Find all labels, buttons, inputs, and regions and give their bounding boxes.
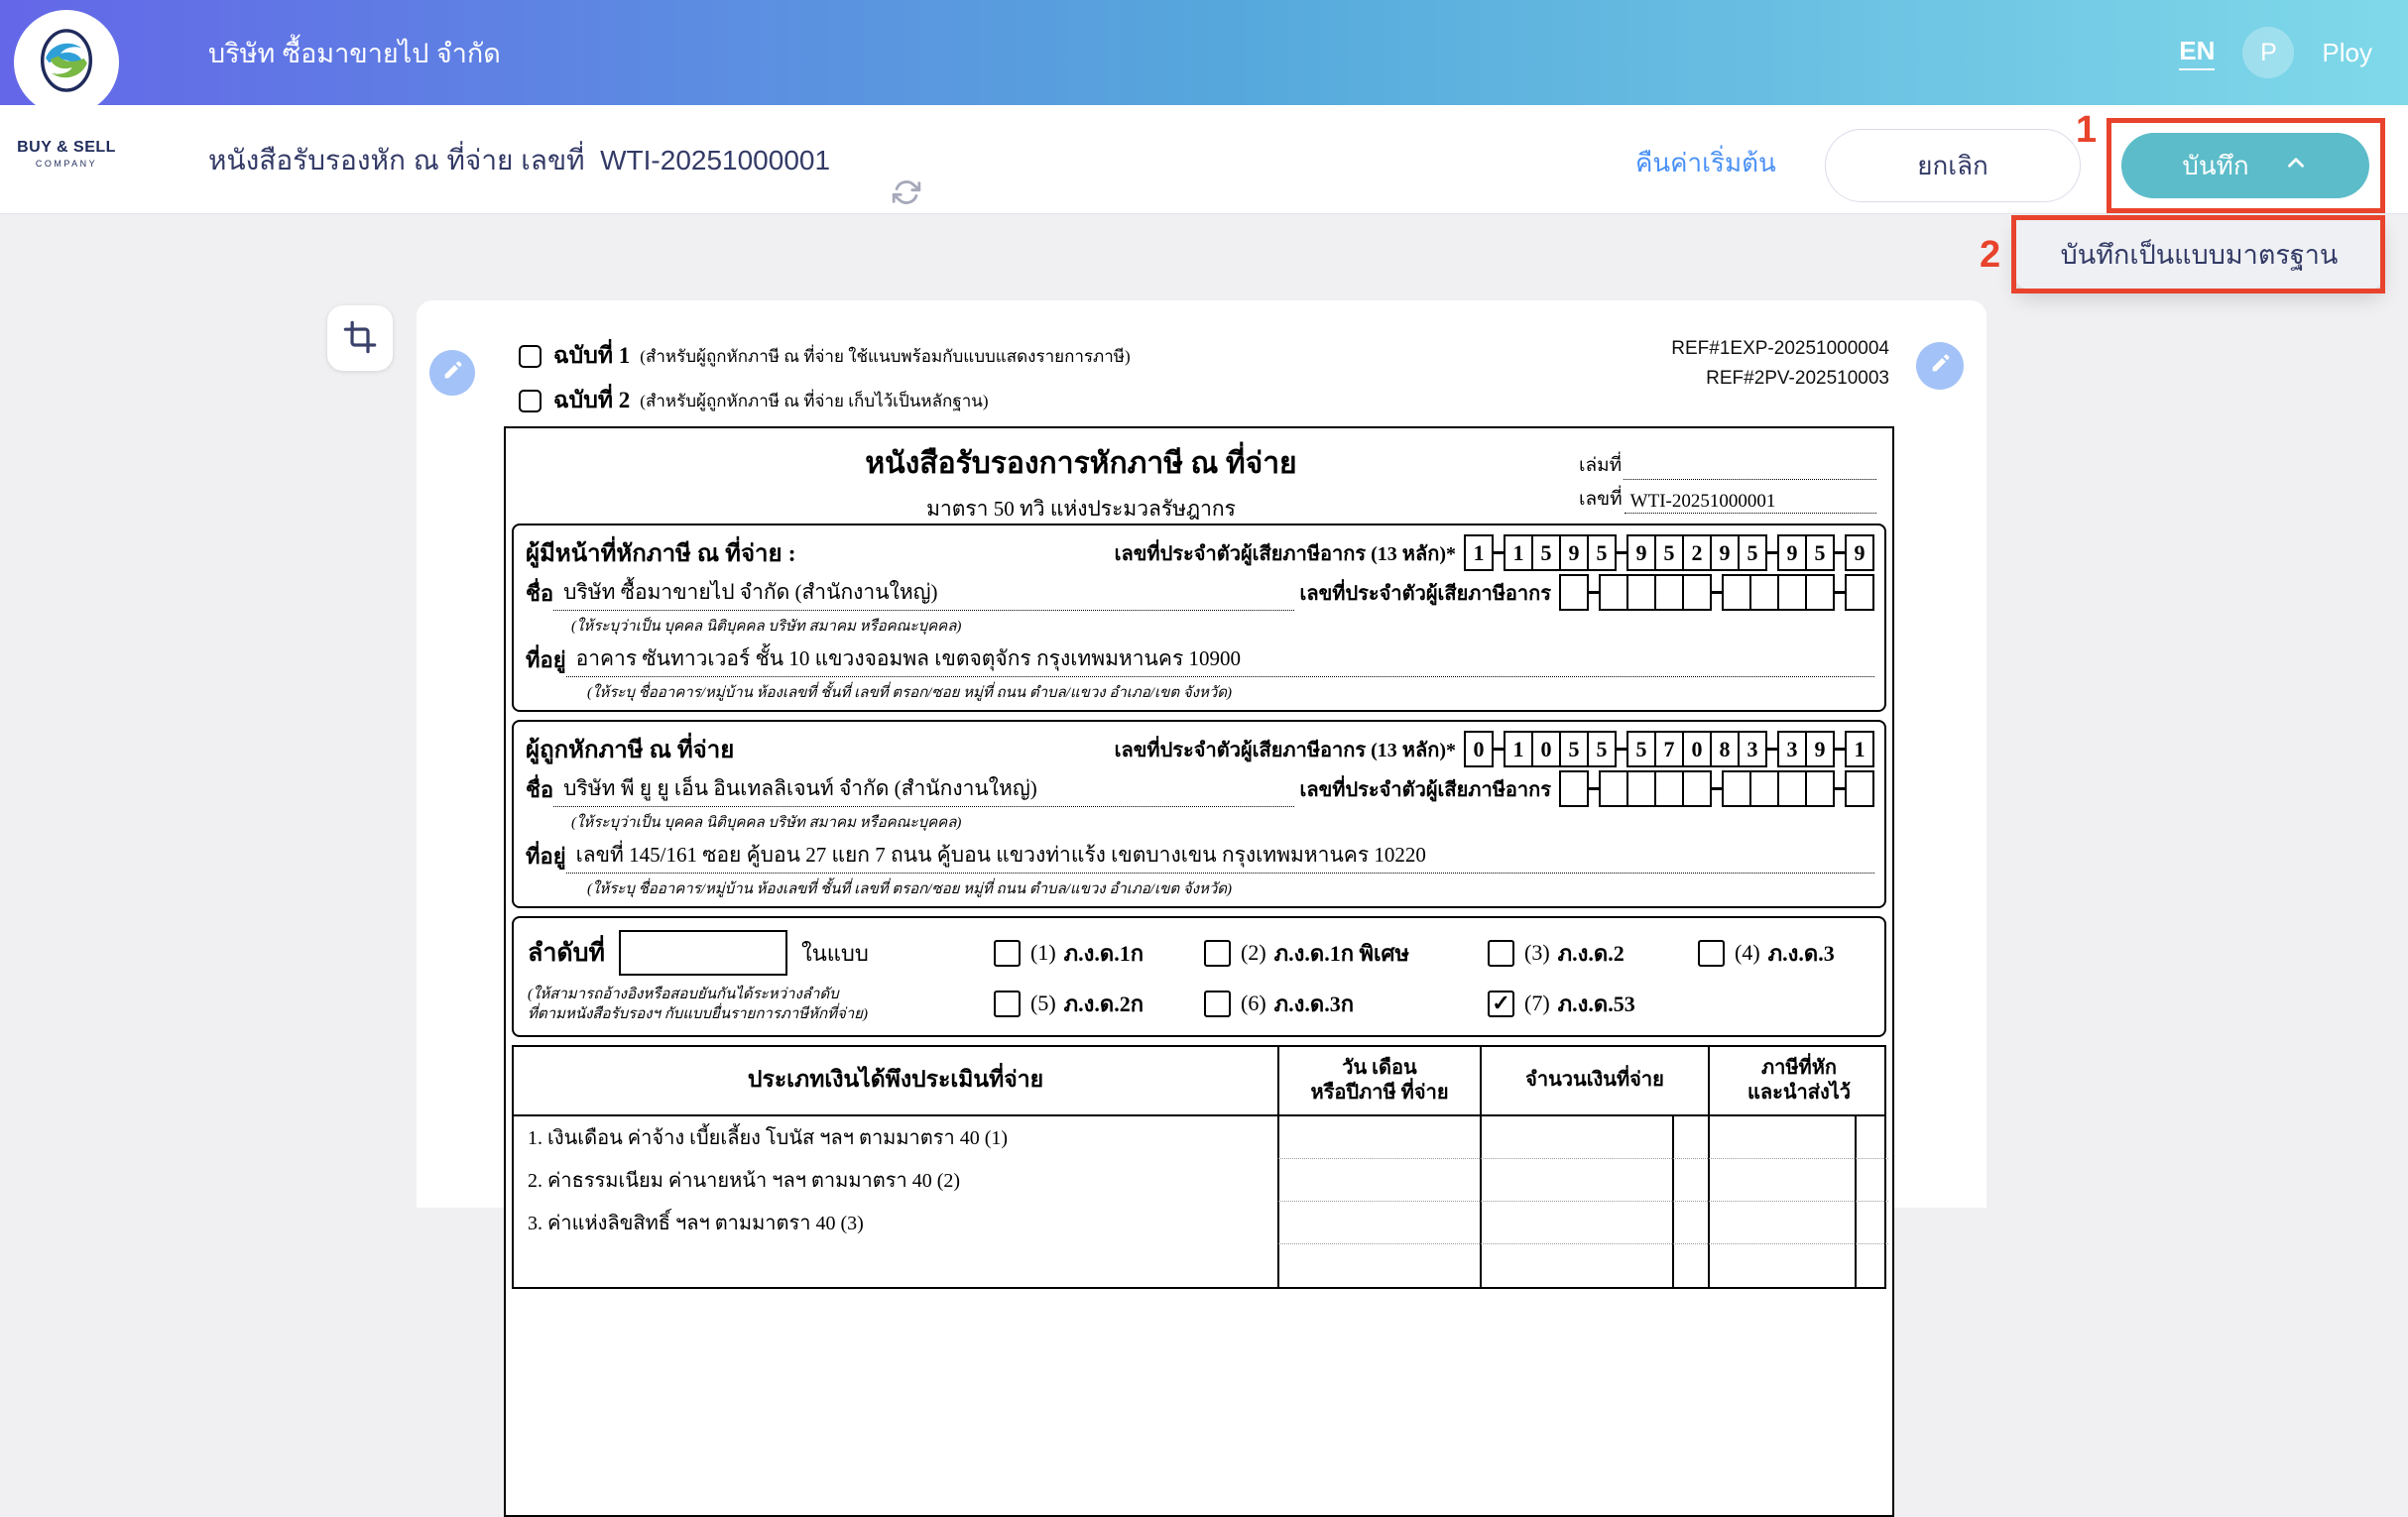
date-cell xyxy=(1277,1159,1480,1202)
page-title: หนังสือรับรองหัก ณ ที่จ่าย เลขที่ WTI-20251000001 xyxy=(208,139,874,182)
logo-hands-icon xyxy=(30,24,103,102)
chevron-up-icon xyxy=(2283,150,2309,182)
income-type-cell xyxy=(514,1244,1277,1287)
save-button[interactable] xyxy=(2121,133,2369,198)
document-preview-card xyxy=(417,300,1987,1234)
payer-tax-id-10: เลขที่ประจำตัวผู้เสียภาษีอากร xyxy=(1300,574,1874,611)
company-logo xyxy=(14,10,119,115)
payer-section-label: ผู้มีหน้าที่หักภาษี ณ ที่จ่าย : xyxy=(526,541,796,567)
tax-satang-cell xyxy=(1855,1202,1888,1244)
form-type-checkbox xyxy=(1204,940,1231,967)
table-row xyxy=(514,1202,1884,1244)
annotation-step2-label: 2 xyxy=(1980,234,2001,276)
payer-address-label: ที่อยู่ xyxy=(526,647,566,672)
form-type-checkbox xyxy=(994,940,1021,967)
amount-cell xyxy=(1480,1244,1672,1287)
payer-section xyxy=(512,524,1886,712)
sequence-number-box xyxy=(619,930,787,976)
wht-certificate-form xyxy=(504,426,1894,1517)
doc-no-row: เลขที่ WTI-20251000001 xyxy=(1579,480,1876,514)
payee-name-label: ชื่อ xyxy=(526,777,554,802)
amount-satang-cell xyxy=(1672,1116,1708,1159)
income-table xyxy=(512,1045,1886,1289)
refresh-icon[interactable] xyxy=(846,147,874,175)
tax-satang-cell xyxy=(1855,1116,1888,1159)
table-row xyxy=(514,1244,1884,1287)
col-tax: ภาษีที่หัก และนำส่งไว้ xyxy=(1708,1047,1888,1114)
cancel-button[interactable]: ยกเลิก xyxy=(1825,129,2081,202)
date-cell xyxy=(1277,1116,1480,1159)
user-avatar[interactable]: P xyxy=(2242,27,2294,78)
doc-no-value: WTI-20251000001 xyxy=(1625,492,1876,514)
form-type-option-4: (4) ภ.ง.ด.3 xyxy=(1698,936,1872,971)
form-title: หนังสือรับรองการหักภาษี ณ ที่จ่าย xyxy=(865,447,1297,480)
payer-name-value: บริษัท ซื้อมาขายไป จำกัด (สำนักงานใหญ่) xyxy=(553,576,1293,611)
amount-cell xyxy=(1480,1116,1672,1159)
tax-cell xyxy=(1708,1244,1855,1287)
col-date: วัน เดือน หรือปีภาษี ที่จ่าย xyxy=(1277,1047,1480,1114)
amount-cell xyxy=(1480,1202,1672,1244)
book-no-row: เล่มที่ xyxy=(1579,446,1876,480)
book-no-value xyxy=(1624,479,1876,480)
income-type-cell: 3. ค่าแห่งลิขสิทธิ์ ฯลฯ ตามมาตรา 40 (3) xyxy=(528,1213,864,1234)
payee-name-value: บริษัท พี ยู ยู เอ็น อินเทลลิเจนท์ จำกัด (สำนักงานใหญ่) xyxy=(553,772,1293,807)
date-cell xyxy=(1277,1202,1480,1244)
col-amount: จำนวนเงินที่จ่าย xyxy=(1480,1047,1708,1114)
amount-satang-cell xyxy=(1672,1202,1708,1244)
user-name[interactable]: Ploy xyxy=(2322,37,2372,67)
copy1-checkbox xyxy=(519,345,542,368)
copy2-checkbox xyxy=(519,390,542,412)
col-income-type: ประเภทเงินได้พึงประเมินที่จ่าย xyxy=(747,1067,1044,1093)
payee-section xyxy=(512,720,1886,908)
table-row xyxy=(514,1159,1884,1202)
edit-refs-button[interactable] xyxy=(1916,342,1964,390)
header-right-group xyxy=(2179,0,2372,105)
sequence-label: ลำดับที่ xyxy=(528,940,605,967)
amount-satang-cell xyxy=(1672,1244,1708,1287)
payee-tax-id-10: เลขที่ประจำตัวผู้เสียภาษีอากร xyxy=(1300,770,1874,807)
payee-name-note: (ให้ระบุว่าเป็น บุคคล นิติบุคคล บริษัท สมาคม หรือคณะบุคคล) xyxy=(571,815,962,831)
income-table-header xyxy=(514,1047,1884,1116)
toolbar xyxy=(0,105,2408,213)
reference-numbers xyxy=(1393,334,1889,395)
crop-button[interactable] xyxy=(327,305,393,371)
pencil-icon xyxy=(1929,353,1951,380)
sequence-section xyxy=(512,916,1886,1037)
form-subtitle: มาตรา 50 ทวิ แห่งประมวลรัษฎากร xyxy=(926,497,1236,521)
table-row xyxy=(514,1116,1884,1159)
tax-id-digit: 1 xyxy=(1464,534,1494,571)
payer-address-value: อาคาร ซันทาวเวอร์ ชั้น 10 แขวงจอมพล เขตจตุจักร กรุงเทพมหานคร 10900 xyxy=(566,642,1874,677)
form-type-checkbox xyxy=(1204,991,1231,1017)
form-type-checkbox xyxy=(1698,940,1725,967)
payee-section-label: ผู้ถูกหักภาษี ณ ที่จ่าย xyxy=(526,738,735,763)
amount-cell xyxy=(1480,1159,1672,1202)
sequence-note: (ให้สามารถอ้างอิงหรือสอบยันกันได้ระหว่างลำดับ ที่ตามหนังสือรับรองฯ กับแบบยื่นรายการภาษีหักที่จ่าย) xyxy=(528,987,868,1023)
form-type-option-1: (1) ภ.ง.ด.1ก xyxy=(994,936,1204,971)
logo-wordmark: BUY & SELL COMPANY xyxy=(17,139,116,169)
annotation-step1-label: 1 xyxy=(2076,109,2098,151)
form-type-options xyxy=(994,930,1872,1025)
form-type-checkbox xyxy=(994,991,1021,1017)
toolbar-divider xyxy=(0,213,2408,214)
tax-satang-cell xyxy=(1855,1159,1888,1202)
tax-cell xyxy=(1708,1159,1855,1202)
copy-options xyxy=(519,338,1131,427)
form-type-option-3: (3) ภ.ง.ด.2 xyxy=(1488,936,1698,971)
pencil-icon xyxy=(441,360,463,387)
ref2: REF#2PV-202510003 xyxy=(1706,368,1889,390)
income-type-cell: 1. เงินเดือน ค่าจ้าง เบี้ยเลี้ยง โบนัส ฯลฯ ตามมาตรา 40 (1) xyxy=(528,1127,1009,1149)
reset-defaults-link[interactable]: คืนค่าเริ่มต้น xyxy=(1635,148,1776,177)
payee-address-label: ที่อยู่ xyxy=(526,844,566,869)
edit-copies-button[interactable] xyxy=(429,350,475,396)
payee-tax-id-13: เลขที่ประจำตัวผู้เสียภาษีอากร (13 หลัก)* 0 1 0 5 5 5 7 0 8 3 3 9 1 xyxy=(1115,731,1874,767)
save-button-label: บันทึก xyxy=(2182,150,2249,180)
income-type-cell: 2. ค่าธรรมเนียม ค่านายหน้า ฯลฯ ตามมาตรา 40 (2) xyxy=(528,1170,961,1192)
form-type-checkbox xyxy=(1488,940,1514,967)
payee-address-note: (ให้ระบุ ชื่ออาคาร/หมู่บ้าน ห้องเลขที่ ชั้นที่ เลขที่ ตรอก/ซอย หมู่ที่ ถนน ตำบล/แขวง อำเภอ/เขต จังหวัด) xyxy=(587,881,1232,897)
form-type-option-7-checked: ✓ (7) ภ.ง.ด.53 xyxy=(1488,987,1698,1021)
tax-cell xyxy=(1708,1116,1855,1159)
header-company-name: บริษัท ซื้อมาขายไป จำกัด xyxy=(208,38,501,68)
copy-option-1: ฉบับที่ 1 (สำหรับผู้ถูกหักภาษี ณ ที่จ่าย ใช้แนบพร้อมกับแบบแสดงรายการภาษี) xyxy=(519,338,1131,374)
form-header xyxy=(506,428,1892,524)
form-type-checkbox-checked: ✓ xyxy=(1488,991,1514,1017)
payee-address-value: เลขที่ 145/161 ซอย คู้บอน 27 แยก 7 ถนน คู้บอน แขวงท่าแร้ง เขตบางเขน กรุงเทพมหานคร 10220 xyxy=(566,839,1874,874)
ref1: REF#1EXP-20251000004 xyxy=(1671,338,1889,359)
crop-icon xyxy=(344,321,376,356)
payer-address-note: (ให้ระบุ ชื่ออาคาร/หมู่บ้าน ห้องเลขที่ ชั้นที่ เลขที่ ตรอก/ซอย หมู่ที่ ถนน ตำบล/แขวง อำเภอ/เขต จังหวัด) xyxy=(587,685,1232,701)
form-type-option-5: (5) ภ.ง.ด.2ก xyxy=(994,987,1204,1021)
tax-satang-cell xyxy=(1855,1244,1888,1287)
amount-satang-cell xyxy=(1672,1159,1708,1202)
top-header-bar xyxy=(0,0,2408,105)
form-type-option-6: (6) ภ.ง.ด.3ก xyxy=(1204,987,1488,1021)
date-cell xyxy=(1277,1244,1480,1287)
form-type-option-2: (2) ภ.ง.ด.1ก พิเศษ xyxy=(1204,936,1488,971)
copy-option-2: ฉบับที่ 2 (สำหรับผู้ถูกหักภาษี ณ ที่จ่าย เก็บไว้เป็นหลักฐาน) xyxy=(519,383,1131,418)
tax-cell xyxy=(1708,1202,1855,1244)
payer-name-note: (ให้ระบุว่าเป็น บุคคล นิติบุคคล บริษัท สมาคม หรือคณะบุคคล) xyxy=(571,619,962,635)
language-switch-link[interactable]: EN xyxy=(2179,36,2215,70)
in-form-label: ในแบบ xyxy=(800,940,869,966)
payer-tax-id-13: เลขที่ประจำตัวผู้เสียภาษีอากร (13 หลัก)* 1 1 5 9 5 9 5 2 9 5 9 5 9 xyxy=(1115,534,1874,571)
payer-name-label: ชื่อ xyxy=(526,581,554,606)
save-menu-item-standard[interactable]: บันทึกเป็นแบบมาตรฐาน xyxy=(2016,219,2382,289)
